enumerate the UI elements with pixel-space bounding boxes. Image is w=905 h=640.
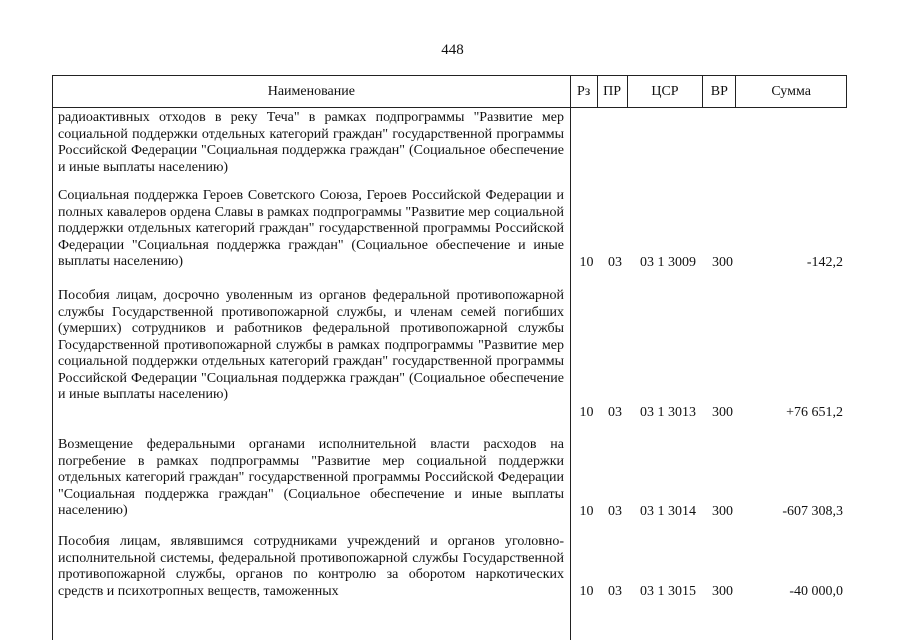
row-vr: 300: [712, 404, 733, 420]
header-rz: Рз: [570, 76, 597, 107]
row-sum: -607 308,3: [782, 503, 843, 519]
row-sum: +76 651,2: [786, 404, 843, 420]
table-row: [52, 437, 847, 520]
row-vr: 300: [712, 583, 733, 599]
row-pr: 03: [608, 583, 622, 599]
row-csr: 03 1 3009: [640, 254, 696, 270]
table-row: [52, 188, 847, 271]
row-csr: 03 1 3015: [640, 583, 696, 599]
row-rz: 10: [579, 503, 594, 519]
row-csr: 03 1 3013: [640, 404, 696, 420]
row-rz: 10: [579, 404, 594, 420]
row-text: Пособия лицам, являвшимся сотрудниками учреждений и органов уголовно-исполнительной системы, федеральной противопожарной службы Государственной противопожарной службы, органов по контролю за оборотом наркотических средств и психотропных веществ, таможенных: [58, 534, 564, 599]
row-pr: 03: [608, 404, 622, 420]
row-vr: 300: [712, 503, 733, 519]
row-rz: 10: [579, 583, 594, 599]
page-number: 448: [441, 42, 464, 58]
header-sum: Сумма: [735, 76, 846, 107]
row-text: радиоактивных отходов в реку Теча" в рамках подпрограммы "Развитие мер социальной поддержки отдельных категорий граждан" государственной программы Российской Федерации "Социальная поддержка граждан" (Социальное обеспечение и иные выплаты населению): [58, 110, 564, 175]
row-text: Социальная поддержка Героев Советского Союза, Героев Российской Федерации и полных кавалеров ордена Славы в рамках подпрограммы "Развитие мер социальной поддержки отдельных категорий граждан" государственной программы Российской Федерации "Социальная поддержка граждан" (Социальное обеспечение и иные выплаты населению): [58, 188, 564, 269]
row-pr: 03: [608, 503, 622, 519]
table-row: [52, 110, 847, 176]
header-name: Наименование: [267, 83, 355, 99]
row-text: Возмещение федеральными органами исполнительной власти расходов на погребение в рамках подпрограммы "Развитие мер социальной поддержки отдельных категорий граждан" государственной программы Российской Федерации "Социальная поддержка граждан" (Социальное обеспечение и иные выплаты населению): [58, 437, 564, 518]
table-header: [52, 75, 847, 108]
header-pr: ПР: [597, 76, 627, 107]
row-pr: 03: [608, 254, 622, 270]
header-vr: ВР: [702, 76, 735, 107]
row-rz: 10: [579, 254, 594, 270]
row-text: Пособия лицам, досрочно уволенным из органов федеральной противопожарной службы Государственной противопожарной службы, и членам семей погибших (умерших) сотрудников и работников федеральной противопожарной службы Государственной противопожарной службы в рамках подпрограммы "Развитие мер социальной поддержки отдельных категорий граждан" государственной программы Российской Федерации "Социальная поддержка граждан" (Социальное обеспечение и иные выплаты населению): [58, 288, 564, 402]
row-vr: 300: [712, 254, 733, 270]
row-csr: 03 1 3014: [640, 503, 696, 519]
row-sum: -142,2: [806, 254, 843, 270]
row-sum: -40 000,0: [789, 583, 843, 599]
table-row: [52, 288, 847, 421]
table-row: [52, 534, 847, 600]
header-csr: ЦСР: [627, 76, 703, 107]
